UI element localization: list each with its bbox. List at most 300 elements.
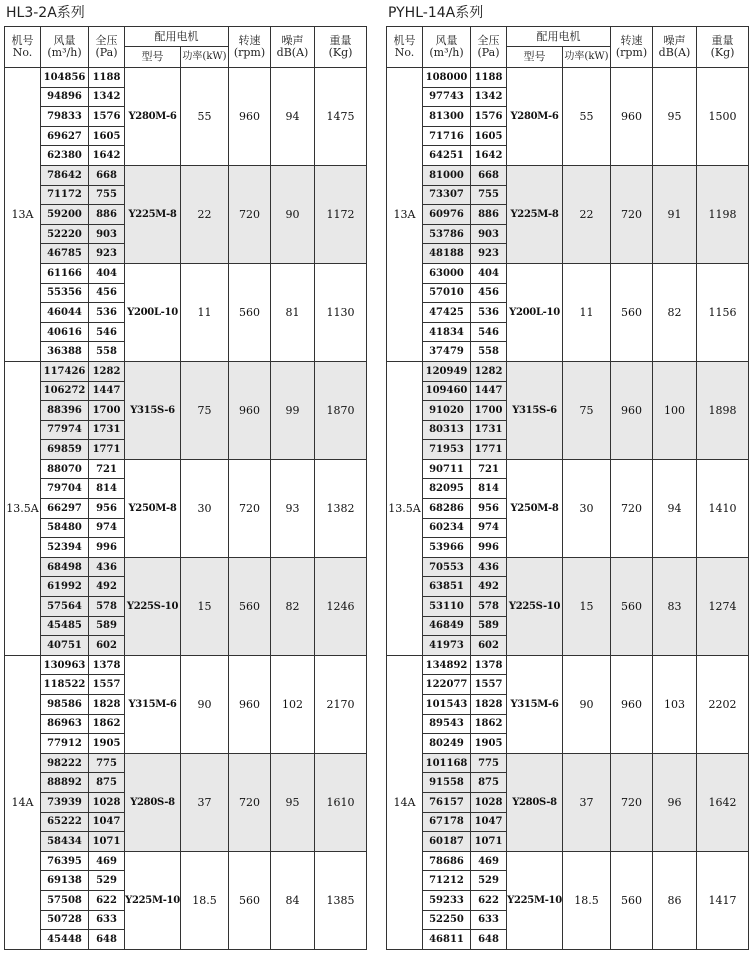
pressure-cell: 436: [89, 557, 125, 577]
header-motor: 配用电机: [125, 27, 229, 47]
speed-cell: 960: [229, 655, 271, 753]
pressure-cell: 578: [471, 597, 507, 617]
spec-table-panel-pyhl-14a: [386, 0, 748, 950]
table-row: [5, 753, 367, 773]
series-title: HL3-2A系列: [6, 5, 85, 21]
spec-table: [4, 26, 367, 950]
flow-cell: 68498: [41, 557, 89, 577]
flow-cell: 88070: [41, 459, 89, 479]
pressure-cell: 1071: [471, 832, 507, 852]
pressure-cell: 529: [89, 871, 125, 891]
motor-model-cell: Y225S-10: [507, 557, 563, 655]
flow-cell: 79833: [41, 107, 89, 127]
flow-cell: 71212: [423, 871, 471, 891]
flow-cell: 80313: [423, 420, 471, 440]
pressure-cell: 1378: [89, 655, 125, 675]
noise-cell: 100: [653, 361, 697, 459]
motor-model-cell: Y280S-8: [507, 753, 563, 851]
header-speed: 转速 (rpm): [229, 27, 271, 68]
table-row: [5, 459, 367, 479]
table-row: [387, 459, 749, 479]
noise-cell: 93: [271, 459, 315, 557]
pressure-cell: 558: [89, 342, 125, 362]
pressure-cell: 1828: [471, 695, 507, 715]
speed-cell: 720: [611, 165, 653, 263]
noise-cell: 95: [271, 753, 315, 851]
noise-cell: 82: [653, 263, 697, 361]
noise-cell: 103: [653, 655, 697, 753]
pressure-cell: 546: [471, 322, 507, 342]
motor-power-cell: 22: [563, 165, 611, 263]
noise-cell: 90: [271, 165, 315, 263]
flow-cell: 98586: [41, 695, 89, 715]
table-row: [5, 165, 367, 185]
pressure-cell: 1862: [89, 714, 125, 734]
flow-cell: 82095: [423, 479, 471, 499]
weight-cell: 1385: [315, 851, 367, 949]
noise-cell: 81: [271, 263, 315, 361]
pressure-cell: 633: [471, 910, 507, 930]
motor-power-cell: 75: [563, 361, 611, 459]
weight-cell: 1410: [697, 459, 749, 557]
pressure-cell: 436: [471, 557, 507, 577]
noise-cell: 95: [653, 68, 697, 166]
flow-cell: 76395: [41, 851, 89, 871]
machine-no-cell: 13.5A: [387, 361, 423, 655]
pressure-cell: 875: [471, 773, 507, 793]
motor-power-cell: 37: [181, 753, 229, 851]
flow-cell: 122077: [423, 675, 471, 695]
pressure-cell: 602: [471, 636, 507, 656]
weight-cell: 1642: [697, 753, 749, 851]
pressure-cell: 1576: [471, 107, 507, 127]
pressure-cell: 721: [89, 459, 125, 479]
weight-cell: 1610: [315, 753, 367, 851]
pressure-cell: 536: [471, 303, 507, 323]
pressure-cell: 648: [89, 930, 125, 950]
motor-model-cell: Y315M-6: [507, 655, 563, 753]
noise-cell: 84: [271, 851, 315, 949]
pressure-cell: 1071: [89, 832, 125, 852]
noise-cell: 83: [653, 557, 697, 655]
flow-cell: 117426: [41, 361, 89, 381]
pressure-cell: 1028: [89, 792, 125, 812]
header-no: 机号 No.: [5, 27, 41, 68]
flow-cell: 78686: [423, 851, 471, 871]
flow-cell: 50728: [41, 910, 89, 930]
flow-cell: 59233: [423, 890, 471, 910]
speed-cell: 720: [229, 165, 271, 263]
weight-cell: 1274: [697, 557, 749, 655]
header-pressure: 全压 (Pa): [89, 27, 125, 68]
pressure-cell: 1700: [89, 401, 125, 421]
spec-table-panel-hl3-2a: [4, 0, 366, 950]
motor-power-cell: 30: [563, 459, 611, 557]
flow-cell: 118522: [41, 675, 89, 695]
pressure-cell: 622: [89, 890, 125, 910]
flow-cell: 67178: [423, 812, 471, 832]
flow-cell: 81300: [423, 107, 471, 127]
pressure-cell: 775: [89, 753, 125, 773]
flow-cell: 57564: [41, 597, 89, 617]
speed-cell: 720: [229, 753, 271, 851]
noise-cell: 91: [653, 165, 697, 263]
flow-cell: 61166: [41, 263, 89, 283]
flow-cell: 52220: [41, 224, 89, 244]
motor-power-cell: 18.5: [563, 851, 611, 949]
pressure-cell: 589: [471, 616, 507, 636]
flow-cell: 37479: [423, 342, 471, 362]
motor-model-cell: Y200L-10: [507, 263, 563, 361]
pressure-cell: 469: [89, 851, 125, 871]
speed-cell: 560: [611, 851, 653, 949]
motor-power-cell: 30: [181, 459, 229, 557]
motor-model-cell: Y225S-10: [125, 557, 181, 655]
flow-cell: 64251: [423, 146, 471, 166]
pressure-cell: 404: [471, 263, 507, 283]
pressure-cell: 956: [89, 499, 125, 519]
header-power: 功率(kW): [181, 47, 229, 68]
motor-power-cell: 11: [181, 263, 229, 361]
flow-cell: 40616: [41, 322, 89, 342]
pressure-cell: 1862: [471, 714, 507, 734]
series-title: PYHL-14A系列: [388, 5, 484, 21]
flow-cell: 71172: [41, 185, 89, 205]
pressure-cell: 1771: [89, 440, 125, 460]
machine-no-cell: 14A: [5, 655, 41, 949]
motor-power-cell: 90: [563, 655, 611, 753]
noise-cell: 94: [271, 68, 315, 166]
table-row: [5, 361, 367, 381]
flow-cell: 79704: [41, 479, 89, 499]
pressure-cell: 903: [471, 224, 507, 244]
pressure-cell: 1557: [471, 675, 507, 695]
flow-cell: 101168: [423, 753, 471, 773]
pressure-cell: 1028: [471, 792, 507, 812]
motor-model-cell: Y225M-8: [507, 165, 563, 263]
table-row: [387, 165, 749, 185]
pressure-cell: 1447: [89, 381, 125, 401]
motor-power-cell: 75: [181, 361, 229, 459]
pressure-cell: 1047: [471, 812, 507, 832]
speed-cell: 720: [229, 459, 271, 557]
speed-cell: 960: [229, 361, 271, 459]
pressure-cell: 1282: [471, 361, 507, 381]
pressure-cell: 668: [471, 165, 507, 185]
flow-cell: 130963: [41, 655, 89, 675]
flow-cell: 60187: [423, 832, 471, 852]
pressure-cell: 1576: [89, 107, 125, 127]
flow-cell: 65222: [41, 812, 89, 832]
header-noise: 噪声 dB(A): [271, 27, 315, 68]
pressure-cell: 469: [471, 851, 507, 871]
motor-power-cell: 11: [563, 263, 611, 361]
flow-cell: 57010: [423, 283, 471, 303]
flow-cell: 57508: [41, 890, 89, 910]
pressure-cell: 558: [471, 342, 507, 362]
flow-cell: 36388: [41, 342, 89, 362]
pressure-cell: 1282: [89, 361, 125, 381]
motor-model-cell: Y225M-10: [125, 851, 181, 949]
table-row: [5, 263, 367, 283]
pressure-cell: 956: [471, 499, 507, 519]
pressure-cell: 1731: [471, 420, 507, 440]
pressure-cell: 492: [471, 577, 507, 597]
speed-cell: 960: [611, 361, 653, 459]
pressure-cell: 775: [471, 753, 507, 773]
flow-cell: 90711: [423, 459, 471, 479]
noise-cell: 82: [271, 557, 315, 655]
pressure-cell: 721: [471, 459, 507, 479]
pressure-cell: 875: [89, 773, 125, 793]
pressure-cell: 1342: [89, 87, 125, 107]
flow-cell: 58480: [41, 518, 89, 538]
flow-cell: 71716: [423, 126, 471, 146]
pressure-cell: 1642: [89, 146, 125, 166]
flow-cell: 91558: [423, 773, 471, 793]
noise-cell: 99: [271, 361, 315, 459]
weight-cell: 1246: [315, 557, 367, 655]
pressure-cell: 886: [471, 205, 507, 225]
flow-cell: 77974: [41, 420, 89, 440]
header-model: 型号: [507, 47, 563, 68]
flow-cell: 88892: [41, 773, 89, 793]
weight-cell: 2170: [315, 655, 367, 753]
flow-cell: 88396: [41, 401, 89, 421]
flow-cell: 108000: [423, 68, 471, 88]
pressure-cell: 1557: [89, 675, 125, 695]
pressure-cell: 578: [89, 597, 125, 617]
flow-cell: 41973: [423, 636, 471, 656]
header-flow: 风量 (m³/h): [41, 27, 89, 68]
flow-cell: 52250: [423, 910, 471, 930]
flow-cell: 48188: [423, 244, 471, 264]
motor-model-cell: Y200L-10: [125, 263, 181, 361]
flow-cell: 101543: [423, 695, 471, 715]
motor-model-cell: Y250M-8: [507, 459, 563, 557]
flow-cell: 68286: [423, 499, 471, 519]
flow-cell: 78642: [41, 165, 89, 185]
flow-cell: 63851: [423, 577, 471, 597]
header-pressure: 全压 (Pa): [471, 27, 507, 68]
flow-cell: 86963: [41, 714, 89, 734]
flow-cell: 47425: [423, 303, 471, 323]
motor-model-cell: Y280M-6: [125, 68, 181, 166]
motor-power-cell: 15: [563, 557, 611, 655]
speed-cell: 720: [611, 459, 653, 557]
pressure-cell: 1605: [471, 126, 507, 146]
pressure-cell: 1700: [471, 401, 507, 421]
speed-cell: 560: [229, 557, 271, 655]
flow-cell: 69627: [41, 126, 89, 146]
pressure-cell: 1642: [471, 146, 507, 166]
speed-cell: 960: [611, 655, 653, 753]
flow-cell: 97743: [423, 87, 471, 107]
flow-cell: 69859: [41, 440, 89, 460]
header-power: 功率(kW): [563, 47, 611, 68]
flow-cell: 62380: [41, 146, 89, 166]
flow-cell: 46044: [41, 303, 89, 323]
pressure-cell: 622: [471, 890, 507, 910]
flow-cell: 77912: [41, 734, 89, 754]
pressure-cell: 492: [89, 577, 125, 597]
speed-cell: 560: [611, 557, 653, 655]
motor-power-cell: 37: [563, 753, 611, 851]
flow-cell: 55356: [41, 283, 89, 303]
speed-cell: 960: [229, 68, 271, 166]
flow-cell: 104856: [41, 68, 89, 88]
speed-cell: 960: [611, 68, 653, 166]
flow-cell: 120949: [423, 361, 471, 381]
flow-cell: 52394: [41, 538, 89, 558]
weight-cell: 1172: [315, 165, 367, 263]
pressure-cell: 1188: [471, 68, 507, 88]
flow-cell: 45485: [41, 616, 89, 636]
table-row: [5, 68, 367, 88]
pressure-cell: 456: [89, 283, 125, 303]
header-flow: 风量 (m³/h): [423, 27, 471, 68]
motor-model-cell: Y280S-8: [125, 753, 181, 851]
weight-cell: 1382: [315, 459, 367, 557]
motor-power-cell: 22: [181, 165, 229, 263]
motor-model-cell: Y315S-6: [507, 361, 563, 459]
pressure-cell: 974: [471, 518, 507, 538]
machine-no-cell: 13A: [5, 68, 41, 362]
noise-cell: 86: [653, 851, 697, 949]
pressure-cell: 814: [89, 479, 125, 499]
flow-cell: 61992: [41, 577, 89, 597]
speed-cell: 560: [229, 263, 271, 361]
pressure-cell: 602: [89, 636, 125, 656]
pressure-cell: 1605: [89, 126, 125, 146]
pressure-cell: 668: [89, 165, 125, 185]
flow-cell: 41834: [423, 322, 471, 342]
motor-power-cell: 55: [563, 68, 611, 166]
pressure-cell: 1047: [89, 812, 125, 832]
flow-cell: 40751: [41, 636, 89, 656]
pressure-cell: 456: [471, 283, 507, 303]
pressure-cell: 536: [89, 303, 125, 323]
spec-table: [386, 26, 749, 950]
motor-power-cell: 18.5: [181, 851, 229, 949]
weight-cell: 1870: [315, 361, 367, 459]
table-row: [5, 655, 367, 675]
weight-cell: 1417: [697, 851, 749, 949]
pressure-cell: 404: [89, 263, 125, 283]
weight-cell: 1898: [697, 361, 749, 459]
pressure-cell: 589: [89, 616, 125, 636]
speed-cell: 720: [611, 753, 653, 851]
flow-cell: 66297: [41, 499, 89, 519]
flow-cell: 134892: [423, 655, 471, 675]
motor-model-cell: Y250M-8: [125, 459, 181, 557]
motor-model-cell: Y225M-10: [507, 851, 563, 949]
pressure-cell: 1828: [89, 695, 125, 715]
pressure-cell: 648: [471, 930, 507, 950]
table-row: [387, 851, 749, 871]
flow-cell: 46849: [423, 616, 471, 636]
flow-cell: 45448: [41, 930, 89, 950]
motor-model-cell: Y280M-6: [507, 68, 563, 166]
pressure-cell: 923: [471, 244, 507, 264]
pressure-cell: 923: [89, 244, 125, 264]
header-model: 型号: [125, 47, 181, 68]
flow-cell: 70553: [423, 557, 471, 577]
header-speed: 转速 (rpm): [611, 27, 653, 68]
flow-cell: 94896: [41, 87, 89, 107]
header-weight: 重量 (Kg): [315, 27, 367, 68]
noise-cell: 96: [653, 753, 697, 851]
flow-cell: 46785: [41, 244, 89, 264]
flow-cell: 63000: [423, 263, 471, 283]
table-row: [387, 68, 749, 88]
pressure-cell: 1342: [471, 87, 507, 107]
flow-cell: 60976: [423, 205, 471, 225]
motor-model-cell: Y315S-6: [125, 361, 181, 459]
machine-no-cell: 13.5A: [5, 361, 41, 655]
pressure-cell: 886: [89, 205, 125, 225]
flow-cell: 73307: [423, 185, 471, 205]
motor-power-cell: 90: [181, 655, 229, 753]
motor-model-cell: Y225M-8: [125, 165, 181, 263]
flow-cell: 53966: [423, 538, 471, 558]
pressure-cell: 1731: [89, 420, 125, 440]
flow-cell: 53786: [423, 224, 471, 244]
flow-cell: 91020: [423, 401, 471, 421]
pressure-cell: 1771: [471, 440, 507, 460]
flow-cell: 46811: [423, 930, 471, 950]
pressure-cell: 974: [89, 518, 125, 538]
flow-cell: 58434: [41, 832, 89, 852]
pressure-cell: 1188: [89, 68, 125, 88]
table-row: [387, 753, 749, 773]
flow-cell: 81000: [423, 165, 471, 185]
flow-cell: 60234: [423, 518, 471, 538]
weight-cell: 1500: [697, 68, 749, 166]
pressure-cell: 1447: [471, 381, 507, 401]
noise-cell: 102: [271, 655, 315, 753]
header-weight: 重量 (Kg): [697, 27, 749, 68]
pressure-cell: 996: [471, 538, 507, 558]
machine-no-cell: 14A: [387, 655, 423, 949]
flow-cell: 76157: [423, 792, 471, 812]
pressure-cell: 633: [89, 910, 125, 930]
table-row: [5, 851, 367, 871]
flow-cell: 106272: [41, 381, 89, 401]
pressure-cell: 1378: [471, 655, 507, 675]
pressure-cell: 546: [89, 322, 125, 342]
motor-power-cell: 55: [181, 68, 229, 166]
pressure-cell: 755: [89, 185, 125, 205]
speed-cell: 560: [229, 851, 271, 949]
flow-cell: 98222: [41, 753, 89, 773]
table-row: [387, 557, 749, 577]
weight-cell: 1156: [697, 263, 749, 361]
header-no: 机号 No.: [387, 27, 423, 68]
flow-cell: 71953: [423, 440, 471, 460]
table-row: [387, 655, 749, 675]
weight-cell: 1198: [697, 165, 749, 263]
flow-cell: 109460: [423, 381, 471, 401]
flow-cell: 59200: [41, 205, 89, 225]
spec-table-body: [387, 68, 749, 950]
motor-power-cell: 15: [181, 557, 229, 655]
weight-cell: 2202: [697, 655, 749, 753]
pressure-cell: 996: [89, 538, 125, 558]
weight-cell: 1475: [315, 68, 367, 166]
spec-table-body: [5, 68, 367, 950]
flow-cell: 80249: [423, 734, 471, 754]
